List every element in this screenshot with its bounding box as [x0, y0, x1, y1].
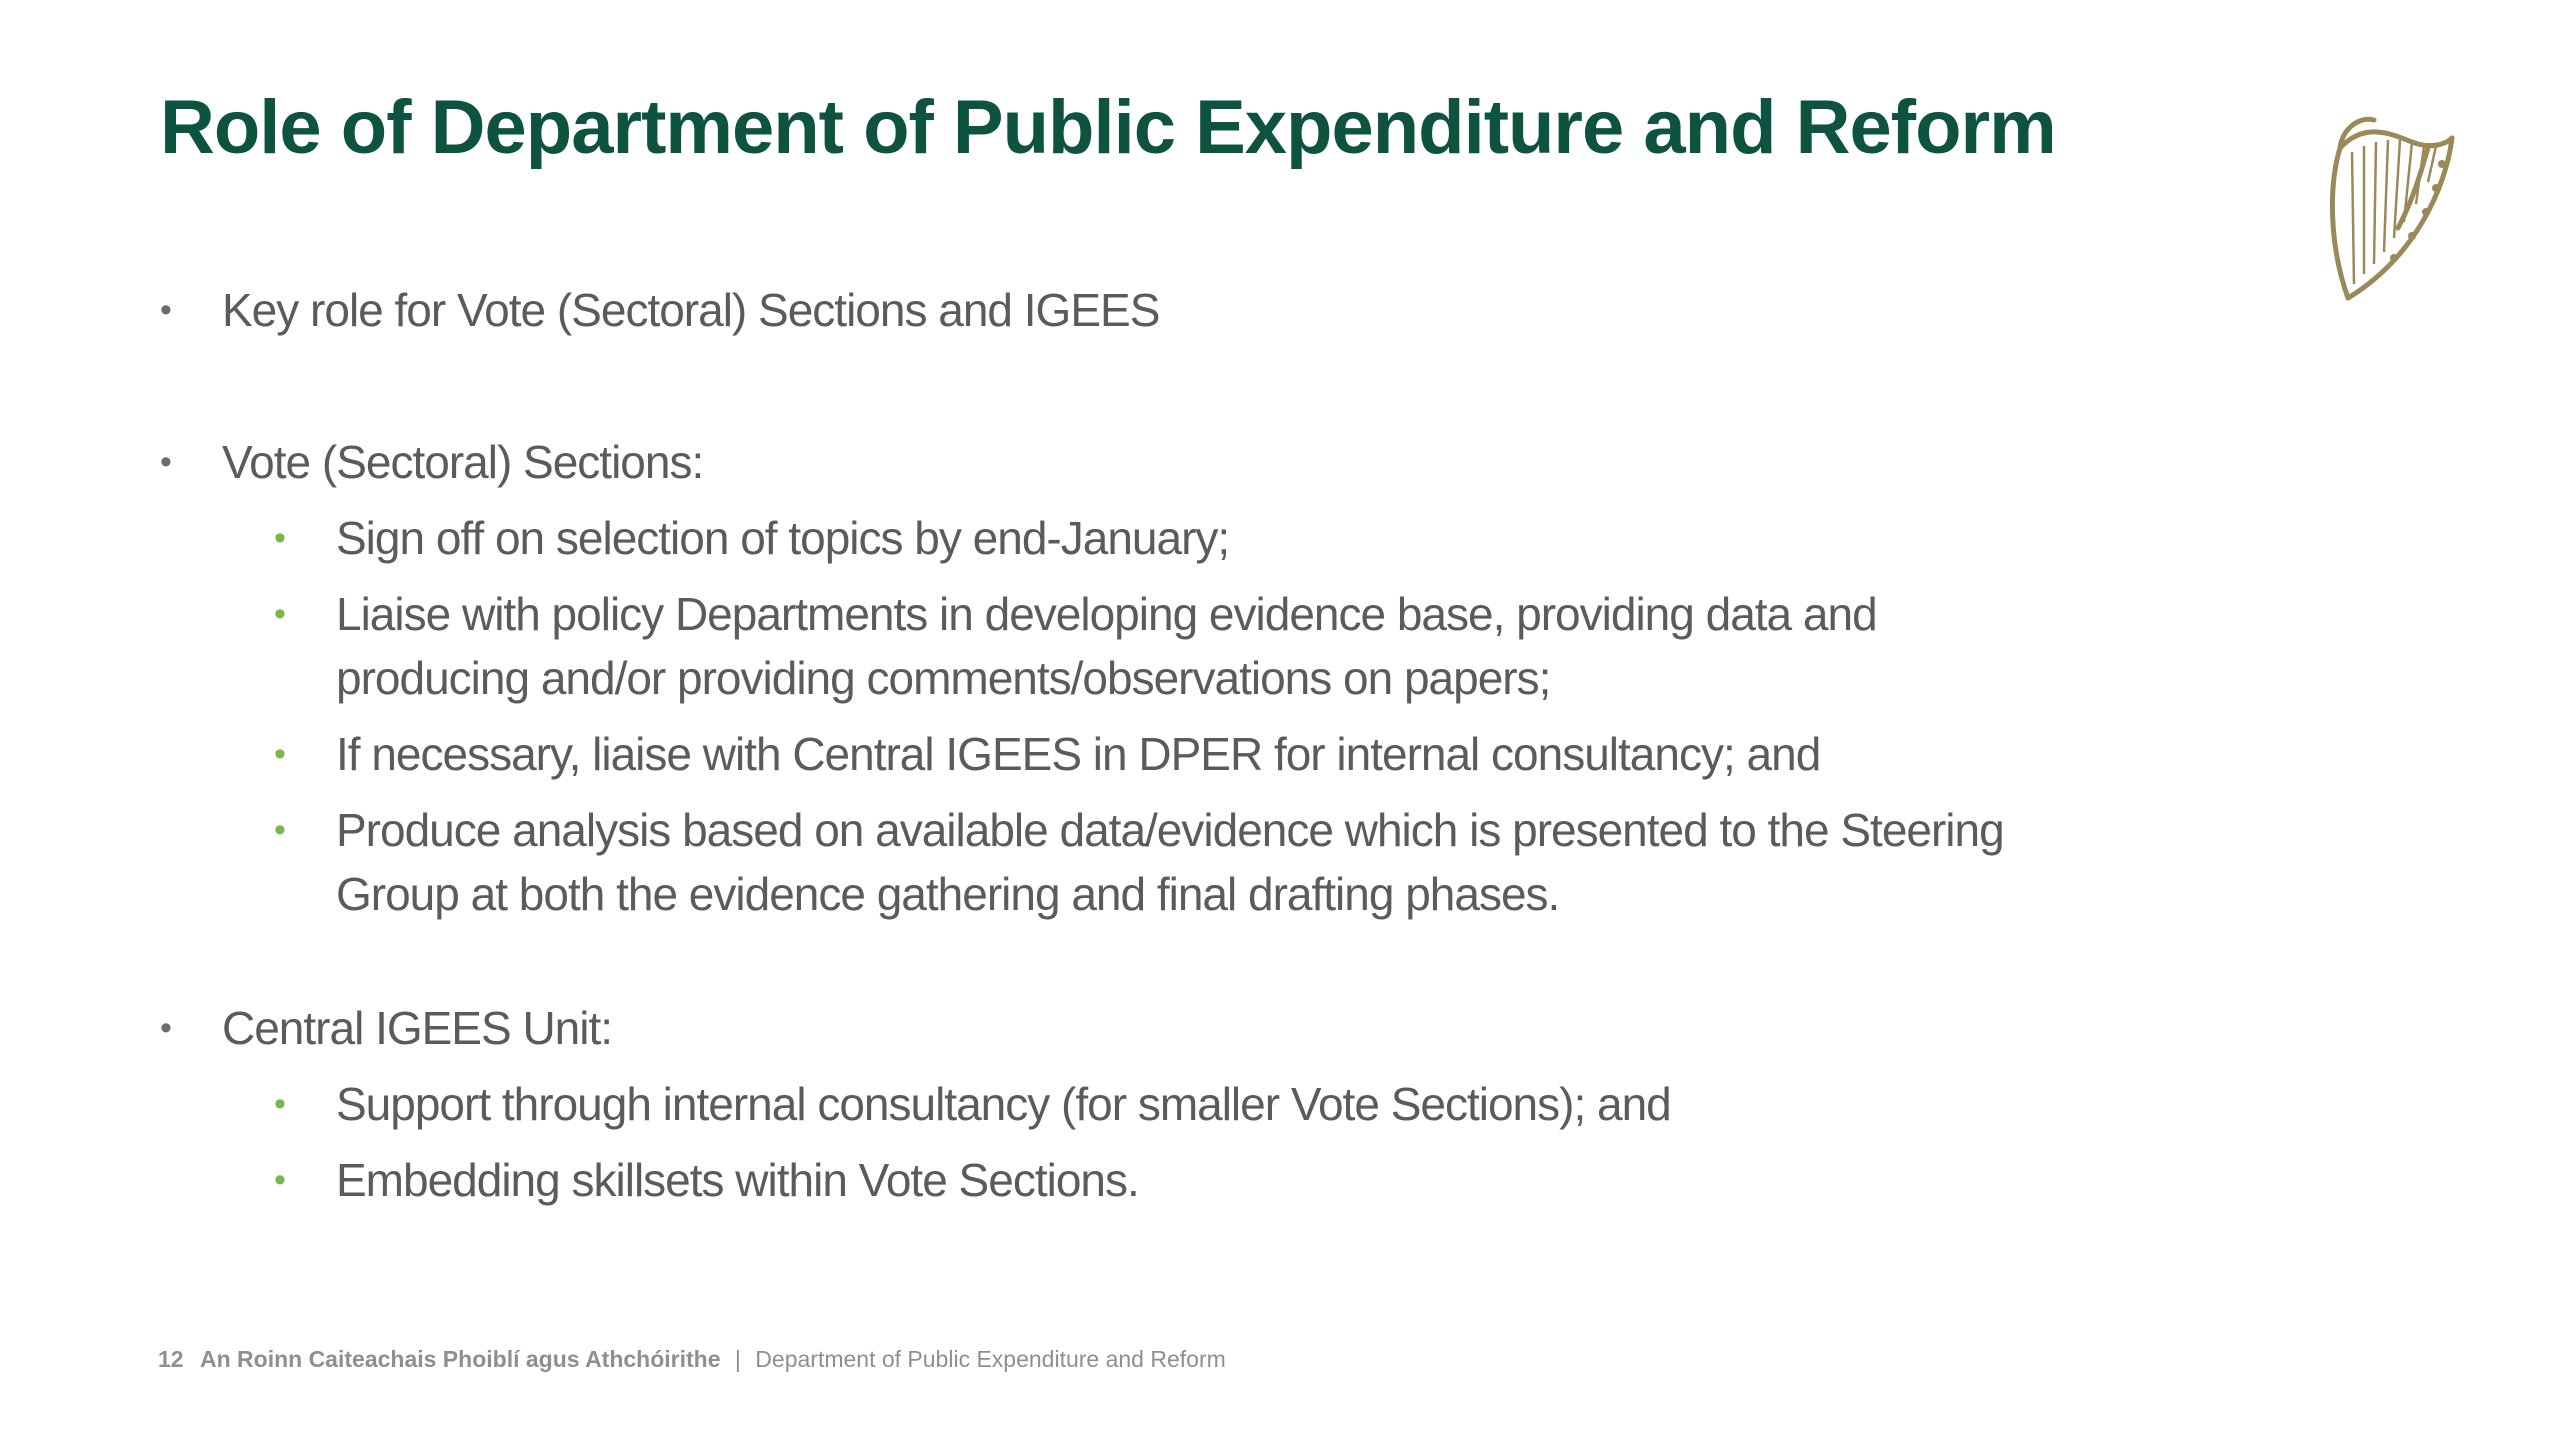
harp-icon — [2318, 108, 2458, 308]
bullet-item: • Central IGEES Unit: — [160, 996, 2060, 1060]
bullet-list — [160, 278, 2060, 1212]
bullet-item: • Vote (Sectoral) Sections: — [160, 430, 2060, 494]
page-number: 12 — [158, 1346, 184, 1372]
sub-bullet-item: • Sign off on selection of topics by end-January; — [160, 506, 2060, 570]
footer-separator: | — [734, 1346, 741, 1372]
sub-bullet-item: • Support through internal consultancy (for smaller Vote Sections); and — [160, 1072, 2060, 1136]
sub-bullet-item: • Produce analysis based on available data/evidence which is presented to the Steering Group at both the evidence gathering and final drafting phases. — [160, 798, 2060, 926]
department-name-irish: An Roinn Caiteachais Phoiblí agus Athchóirithe — [199, 1346, 721, 1372]
sub-bullet-item: • If necessary, liaise with Central IGEES in DPER for internal consultancy; and — [160, 722, 2060, 786]
bullet-item: • Key role for Vote (Sectoral) Sections and IGEES — [160, 278, 2060, 342]
slide-title: Role of Department of Public Expenditure and Reform — [160, 85, 2056, 170]
sub-bullet-item: • Liaise with policy Departments in developing evidence base, providing data and producing and/or providing comments/observations on papers; — [160, 582, 2060, 710]
department-name-english: Department of Public Expenditure and Reform — [755, 1346, 1226, 1372]
sub-bullet-item: • Embedding skillsets within Vote Sections. — [160, 1148, 2060, 1212]
slide-footer — [158, 1346, 1226, 1373]
